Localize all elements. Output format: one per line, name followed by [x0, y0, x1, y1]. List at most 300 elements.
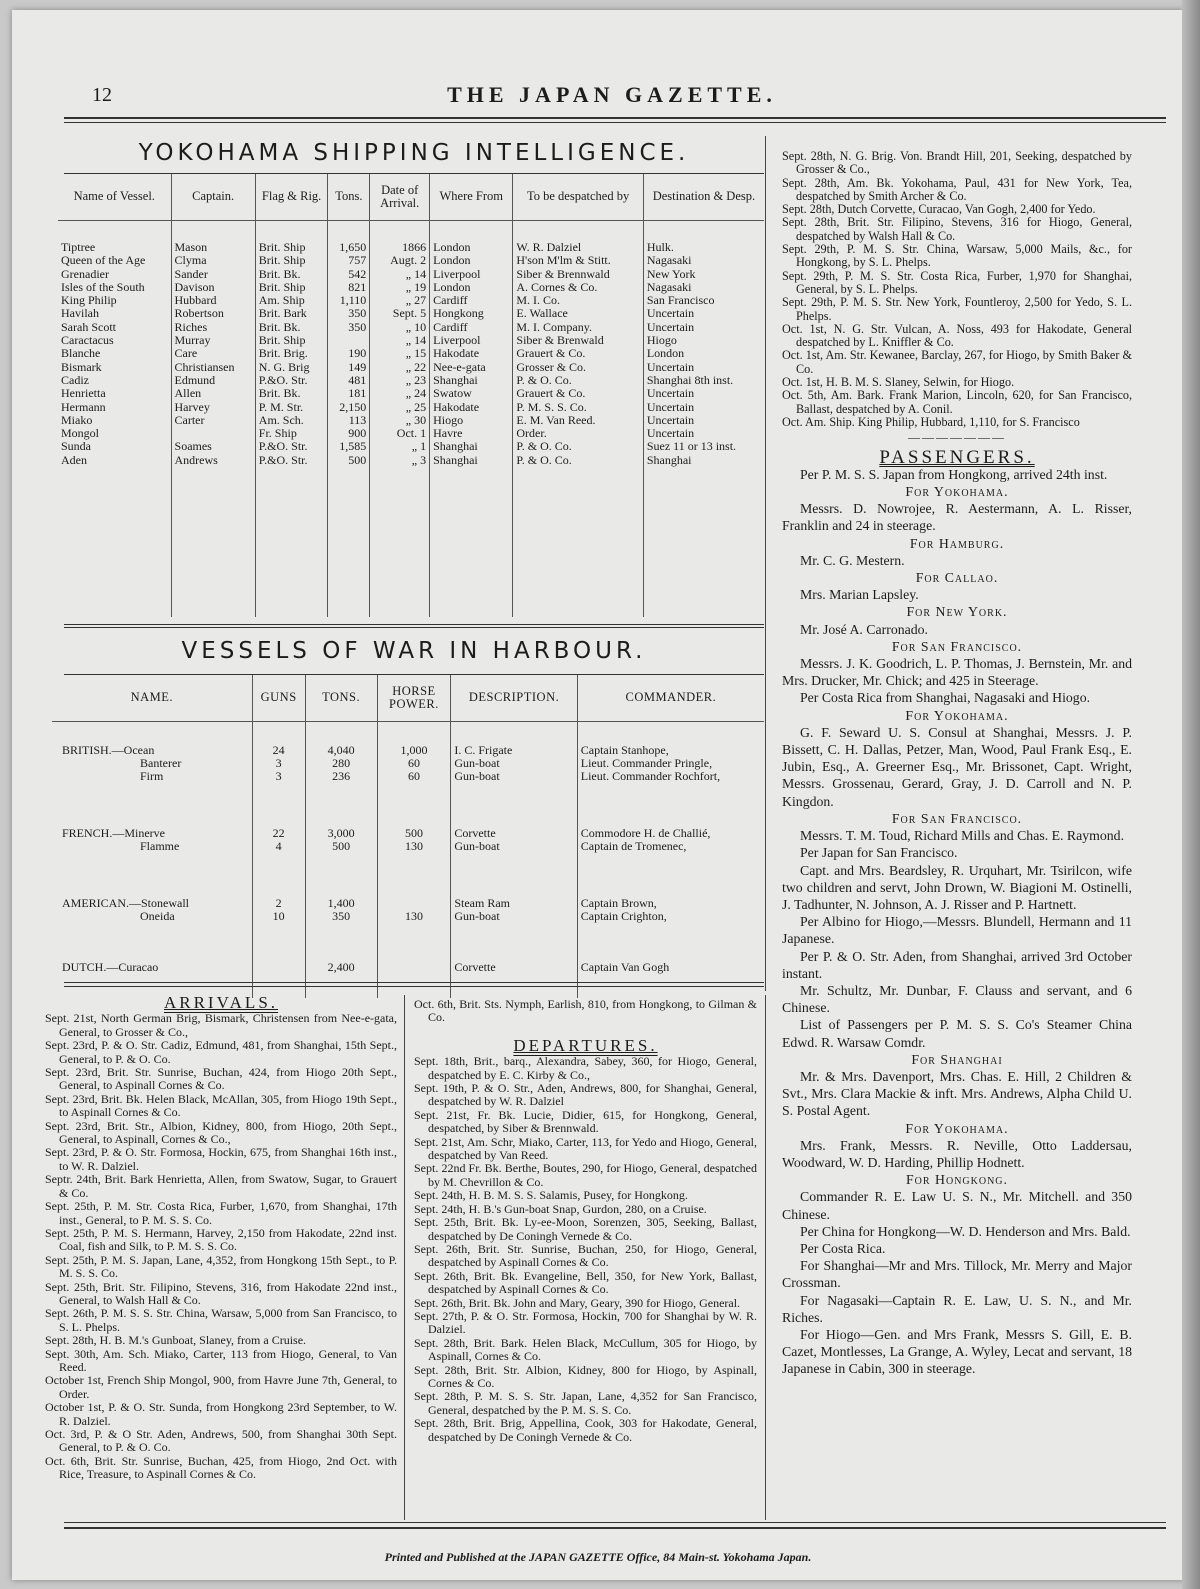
table-row — [58, 321, 764, 334]
gap-cell — [377, 722, 451, 745]
table-cell: „ 19 — [370, 281, 430, 294]
table-cell: Uncertain — [646, 386, 695, 401]
passenger-paragraph: Mr. C. G. Mestern. — [800, 552, 905, 568]
table-cell: 181 — [328, 387, 370, 400]
table-cell: 280 — [305, 757, 377, 770]
spacer-cell — [58, 221, 171, 242]
table-cell: 900 — [328, 427, 370, 440]
arrival-entry: October 1st, P. & O. Str. Sunda, from Hongkong 23rd September, to W. R. Dalziel. — [45, 1400, 397, 1428]
departure-entry: Sept. 28th, Brit. Str. Albion, Kidney, 800 for Hiogo, by Aspinall, Cornes & Co. — [414, 1362, 757, 1390]
destination-heading: For Hongkong. — [906, 1172, 1008, 1188]
table-cell: P.&O. Str. — [255, 440, 328, 453]
table-cell: Havilah — [58, 307, 171, 320]
fill-cell — [58, 467, 171, 617]
departure-entry: Sept. 25th, Brit. Bk. Ly-ee-Moon, Sorenzen, 305, Seeking, Ballast, despatched by De Coningh Vernede & Co. — [414, 1215, 757, 1243]
table-cell: London — [430, 254, 513, 267]
table-cell: AMERICAN.—Stonewall — [52, 897, 252, 910]
arrival-entry: Sept. 26th, P. M. S. S. Str. China, Warsaw, 5,000 from San Francisco, to S. L. Phelps. — [45, 1306, 397, 1334]
table-cell: H'son M'lm & Stitt. — [513, 254, 643, 267]
table-cell: 22 — [252, 827, 305, 840]
table-cell: Captain Crighton, — [580, 909, 667, 923]
passenger-paragraph: Per Japan for San Francisco. — [800, 845, 958, 861]
table-cell: Grauert & Co. — [513, 347, 643, 360]
table-cell: Isles of the South — [58, 281, 171, 294]
departure-entry: Sept. 29th, P. M. S. Str. China, Warsaw, 5,000 Mails, &c., for Hongkong, by S. L. Phelps. — [782, 242, 1132, 270]
passenger-paragraph: For Shanghai—Mr and Mrs. Tillock, Mr. Merry and Major Crossman. — [782, 1258, 1132, 1291]
table-cell: Banterer — [52, 757, 252, 770]
table-row — [58, 374, 764, 387]
table-cell: Flamme — [52, 840, 252, 853]
arrival-entry: Sept. 23rd, Brit. Bk. Helen Black, McAllan, 305, from Hiogo 19th Sept., to Aspinall Cornes & Co. — [45, 1091, 397, 1120]
shipping-table — [58, 174, 764, 617]
departure-entry: Sept. 28th, N. G. Brig. Von. Brandt Hill, 201, Seeking, despatched by Grosser & Co., — [782, 149, 1132, 177]
arrival-entry: Sept. 23rd, Brit. Str. Sunrise, Buchan, 424, from Hiogo 20th Sept., General, to Aspinall Cornes & Co. — [45, 1065, 397, 1093]
table-cell: Captain Van Gogh — [580, 960, 670, 974]
departure-entry: Sept. 19th, P. & O. Str., Aden, Andrews, 800, for Shanghai, General, despatched by W. R. Dalziel — [414, 1081, 757, 1109]
arrivals-column — [45, 993, 397, 1482]
table-cell: „ 10 — [370, 321, 430, 334]
table-cell: Sarah Scott — [58, 321, 171, 334]
table-cell: Caractacus — [58, 334, 171, 347]
table-cell: E. M. Van Reed. — [513, 414, 643, 427]
table-cell: P.&O. Str. — [255, 374, 328, 387]
table-cell — [171, 427, 255, 440]
war-table-header — [52, 675, 764, 722]
arrival-entry: Sept. 28th, H. B. M.'s Gunboat, Slaney, from a Cruise. — [45, 1333, 307, 1348]
gap-cell — [577, 853, 764, 897]
shipping-col-header: Where From — [430, 174, 513, 221]
table-cell: „ 14 — [370, 268, 430, 281]
destination-heading: For Yokohama. — [905, 1120, 1009, 1136]
gap-cell — [252, 853, 305, 897]
arrival-entry: Sept. 25th, P. M. Str. Costa Rica, Furber, 1,670, from Shanghai, 17th inst., General, to P. M. S. S. Co. — [45, 1199, 397, 1227]
page-edge-shadow — [1182, 0, 1200, 1589]
table-cell: 1,400 — [305, 897, 377, 910]
departure-entry: Sept. 26th, Brit. Str. Sunrise, Buchan, 250, for Hiogo, General, despatched by Aspinall Cornes & Co. — [414, 1241, 757, 1270]
table-cell: Cadiz — [58, 374, 171, 387]
departure-entry: Sept. 22nd Fr. Bk. Berthe, Boutes, 290, for Hiogo, General, despatched by M. Chevrillon & Co. — [414, 1161, 757, 1189]
departure-entry: Sept. 26th, Brit. Bk. Evangeline, Bell, 350, for New York, Ballast, despatched by Aspinall Cornes & Co. — [414, 1268, 757, 1297]
table-cell: Captain Brown, — [580, 896, 657, 910]
table-cell: Gun-boat — [451, 910, 577, 923]
masthead: THE JAPAN GAZETTE. — [447, 82, 777, 107]
passengers-title: PASSENGERS. — [879, 446, 1035, 468]
table-cell: Robertson — [171, 307, 255, 320]
departure-entry: Sept. 18th, Brit., barq., Alexandra, Sabey, 360, for Hiogo, General, despatched by E. C. Kirby & Co., — [414, 1054, 757, 1082]
table-cell — [328, 334, 370, 347]
shipping-table-body — [58, 221, 764, 618]
table-cell: „ 25 — [370, 401, 430, 414]
table-cell: „ 30 — [370, 414, 430, 427]
table-cell: 500 — [377, 827, 451, 840]
table-row — [58, 254, 764, 267]
table-cell: Uncertain — [646, 412, 695, 427]
table-cell: Queen of the Age — [58, 254, 171, 267]
table-cell: London — [430, 281, 513, 294]
arrival-entry: Sept. 23rd, Brit. Str., Albion, Kidney, 800, from Hiogo, 20th Sept., General, to Aspinall, Cornes & Co., — [45, 1118, 397, 1147]
arrival-entry: Oct. 6th, Brit. Str. Sunrise, Buchan, 425, from Hiogo, 2nd Oct. with Rice, Treasure, to Aspinall Cornes & Co. — [45, 1453, 397, 1482]
shipping-title: YOKOHAMA SHIPPING INTELLIGENCE. — [138, 140, 690, 166]
departure-entry: Sept. 29th, P. M. S. Str. Costa Rica, Furber, 1,970 for Shanghai, General, by S. L. Phelps. — [782, 268, 1132, 296]
war-table-bottom-rule — [64, 982, 764, 983]
table-cell: Grosser & Co. — [513, 361, 643, 374]
table-cell: Suez 11 or 13 inst. — [646, 439, 737, 454]
war-col-header: NAME. — [52, 675, 252, 722]
passenger-paragraph: Mr. José A. Carronado. — [800, 621, 928, 637]
table-cell: Lieut. Commander Pringle, — [580, 756, 713, 770]
shipping-col-header: To be despatched by — [513, 174, 643, 221]
table-cell: Commodore H. de Challié, — [580, 826, 711, 840]
passenger-paragraph: Mrs. Frank, Messrs. R. Neville, Otto Laddersau, Woodward, W. D. Harding, Phillip Hodnett. — [782, 1137, 1132, 1170]
right-column — [782, 150, 1132, 1378]
table-cell: Gun-boat — [451, 757, 577, 770]
spacer-cell — [370, 221, 430, 242]
table-cell: W. R. Dalziel — [513, 241, 643, 254]
passenger-paragraph: Per Costa Rica from Shanghai, Nagasaki and Hiogo. — [800, 690, 1091, 706]
table-cell: 350 — [328, 307, 370, 320]
table-cell: „ 1 — [370, 440, 430, 453]
fill-cell — [370, 467, 430, 617]
table-cell: I. C. Frigate — [451, 744, 577, 757]
table-cell: „ 24 — [370, 387, 430, 400]
table-row — [58, 307, 764, 320]
table-cell: Nagasaki — [646, 253, 692, 268]
table-cell: Henrietta — [58, 387, 171, 400]
spacer-cell — [171, 221, 255, 242]
table-cell: Edmund — [171, 374, 255, 387]
table-row — [58, 361, 764, 374]
table-cell: Order. — [513, 427, 643, 440]
table-cell: Lieut. Commander Rochfort, — [580, 769, 721, 783]
table-cell: San Francisco — [646, 293, 715, 308]
table-row — [58, 268, 764, 281]
table-cell: 3 — [252, 757, 305, 770]
table-cell: Brit. Ship — [255, 254, 328, 267]
gap-cell — [52, 722, 252, 745]
gap-cell — [377, 783, 451, 827]
gap-cell — [451, 923, 577, 961]
passengers-list — [782, 466, 1132, 1378]
table-cell: Brit. Bk. — [255, 387, 328, 400]
table-cell: Allen — [171, 387, 255, 400]
table-cell: Nee-e-gata — [430, 361, 513, 374]
table-cell: Grenadier — [58, 268, 171, 281]
table-cell: Davison — [171, 281, 255, 294]
table-cell: Uncertain — [646, 426, 695, 441]
table-cell: London — [646, 346, 685, 361]
arrival-entry: Oct. 3rd, P. & O Str. Aden, Andrews, 500, from Shanghai 30th Sept. General, to P. & O. Co. — [45, 1427, 397, 1455]
table-cell: Bismark — [58, 361, 171, 374]
table-cell: Augt. 2 — [370, 254, 430, 267]
table-row — [58, 347, 764, 360]
table-cell: 24 — [252, 744, 305, 757]
table-row — [58, 454, 764, 467]
table-cell: Uncertain — [646, 306, 695, 321]
war-col-header: DESCRIPTION. — [451, 675, 577, 722]
table-row — [52, 961, 764, 974]
arrivals-list — [45, 1012, 397, 1481]
table-cell: Am. Sch. — [255, 414, 328, 427]
table-cell: 4 — [252, 840, 305, 853]
table-cell: Siber & Brennwald — [513, 268, 643, 281]
table-cell: 1,110 — [328, 294, 370, 307]
table-cell: Havre — [430, 427, 513, 440]
table-cell: Shanghai — [430, 440, 513, 453]
ornament-rule: ——————— — [908, 430, 1006, 445]
gap-cell — [451, 853, 577, 897]
passenger-paragraph: Per P. & O. Str. Aden, from Shanghai, arrived 3rd October instant. — [782, 948, 1132, 981]
table-cell: Brit. Bk. — [255, 268, 328, 281]
passenger-paragraph: Mr. Schultz, Mr. Dunbar, F. Clauss and servant, and 6 Chinese. — [782, 982, 1132, 1016]
spacer-cell — [430, 221, 513, 242]
arrival-entry: Sept. 25th, Brit. Str. Filipino, Stevens, 316, from Hakodate 22nd inst., General, to Walsh Hall & Co. — [45, 1279, 397, 1307]
table-cell: M. I. Company. — [513, 321, 643, 334]
shipping-table-bottom-rule — [64, 624, 764, 625]
table-cell: Hubbard — [171, 294, 255, 307]
gap-cell — [451, 722, 577, 745]
departures-column — [414, 998, 757, 1444]
table-cell: 2,400 — [305, 961, 377, 974]
table-cell: 236 — [305, 770, 377, 783]
table-cell: Liverpool — [430, 334, 513, 347]
table-cell: Care — [171, 347, 255, 360]
departure-entry: Sept. 28th, Brit. Str. Filipino, Stevens, 316 for Hiogo, General, despatched by Walsh Hall & Co. — [782, 215, 1132, 243]
table-cell: 130 — [377, 840, 451, 853]
table-cell: 113 — [328, 414, 370, 427]
passenger-paragraph: Capt. and Mrs. Beardsley, R. Urquhart, Mr. Tsirilcon, wife two children and servt, John Drown, W. Biagioni M. Ostinelli, J. Tadhunter, N. Johnson, A. J. Risser and P. Hartnett. — [782, 862, 1132, 912]
table-cell: 500 — [305, 840, 377, 853]
departure-entry: Sept. 21st, Am. Schr, Miako, Carter, 113, for Yedo and Hiogo, General, despatched by Van Reed. — [414, 1134, 757, 1163]
table-cell: Brit. Ship — [255, 334, 328, 347]
arrival-entry: October 1st, French Ship Mongol, 900, from Havre June 7th, General, to Order. — [45, 1373, 397, 1401]
table-cell: „ 14 — [370, 334, 430, 347]
table-cell: P. & O. Co. — [513, 454, 643, 467]
table-cell: Carter — [171, 414, 255, 427]
spacer-cell — [255, 221, 328, 242]
page-header — [92, 80, 1132, 110]
departure-entry: Sept. 28th, Am. Bk. Yokohama, Paul, 431 for New York, Tea, despatched by Smith Archer & Co. — [782, 175, 1132, 203]
gap-cell — [451, 783, 577, 827]
late-arrivals-list — [414, 998, 757, 1025]
table-cell: Steam Ram — [451, 897, 577, 910]
table-cell: 542 — [328, 268, 370, 281]
arrival-entry: Oct. 6th, Brit. Sts. Nymph, Earlish, 810, from Hongkong, to Gilman & Co. — [414, 997, 757, 1025]
arrival-entry: Sept. 25th, P. M. S. Japan, Lane, 4,352, from Hongkong 15th Sept., to P. M. S. S. Co. — [45, 1252, 397, 1281]
gap-cell — [577, 722, 764, 745]
table-cell: Harvey — [171, 401, 255, 414]
destination-heading: For San Francisco. — [891, 638, 1023, 654]
destination-heading: For San Francisco. — [891, 810, 1023, 826]
fill-cell — [643, 467, 764, 617]
table-cell: Oct. 1 — [370, 427, 430, 440]
table-cell: Blanche — [58, 347, 171, 360]
war-table-bottom-rule-2 — [64, 986, 764, 987]
table-cell: 1,585 — [328, 440, 370, 453]
gap-cell — [305, 923, 377, 961]
table-cell: Oneida — [52, 910, 252, 923]
gap-cell — [377, 853, 451, 897]
header-rule — [64, 117, 1166, 119]
gap-cell — [252, 923, 305, 961]
destination-heading: For Callao. — [915, 570, 999, 586]
departure-entry: Sept. 29th, P. M. S. Str. New York, Fountleroy, 2,500 for Yedo, S. L. Phelps. — [782, 295, 1132, 323]
table-cell: Hulk. — [646, 240, 674, 254]
table-cell: Clyma — [171, 254, 255, 267]
table-row — [58, 294, 764, 307]
table-cell: Hongkong — [430, 307, 513, 320]
table-cell: Uncertain — [646, 399, 695, 414]
passenger-paragraph: Commander R. E. Law U. S. N., Mr. Mitchell. and 350 Chinese. — [782, 1189, 1132, 1222]
passenger-paragraph: Per Costa Rica. — [800, 1240, 886, 1256]
table-cell: Shanghai 8th inst. — [646, 372, 734, 387]
table-row — [52, 910, 764, 923]
shipping-col-header: Destination & Desp. — [643, 174, 764, 221]
departure-entry: Oct. 1st, N. G. Str. Vulcan, A. Noss, 493 for Hakodate, General despatched by L. Kniffler & Co. — [782, 321, 1132, 350]
war-title: VESSELS OF WAR IN HARBOUR. — [181, 638, 647, 664]
table-cell: 3,000 — [305, 827, 377, 840]
gap-cell — [252, 722, 305, 745]
table-cell: Cardiff — [430, 321, 513, 334]
passenger-paragraph: Per P. M. S. S. Japan from Hongkong, arrived 24th inst. — [800, 466, 1108, 482]
departure-entry: Sept. 27th, P. & O. Str. Formosa, Hockin, 700 for Shanghai by W. R. Dalziel. — [414, 1308, 757, 1337]
table-cell: 1866 — [370, 241, 430, 254]
table-cell: Corvette — [451, 961, 577, 974]
table-row — [52, 770, 764, 783]
table-cell: Brit. Bark — [255, 307, 328, 320]
war-col-header: HORSE POWER. — [377, 675, 451, 722]
arrival-entry: Sept. 30th, Am. Sch. Miako, Carter, 113 from Hiogo, General, to Van Reed. — [45, 1346, 397, 1374]
table-cell: Sander — [171, 268, 255, 281]
table-cell: Brit. Bk. — [255, 321, 328, 334]
table-cell: Uncertain — [646, 319, 695, 334]
table-cell: „ 15 — [370, 347, 430, 360]
table-row — [58, 414, 764, 427]
table-row — [52, 840, 764, 853]
table-cell: A. Cornes & Co. — [513, 281, 643, 294]
arrivals-title: ARRIVALS. — [163, 993, 279, 1012]
table-cell: Christiansen — [171, 361, 255, 374]
shipping-table-bottom-rule-2 — [64, 627, 764, 628]
shipping-col-header: Name of Vessel. — [58, 174, 171, 221]
table-cell: Aden — [58, 454, 171, 467]
table-cell: „ 22 — [370, 361, 430, 374]
table-cell: 1,650 — [328, 241, 370, 254]
shipping-col-header: Date of Arrival. — [370, 174, 430, 221]
table-cell: Shanghai — [430, 454, 513, 467]
table-cell: P. & O. Co. — [513, 374, 643, 387]
table-row — [58, 281, 764, 294]
table-row — [58, 334, 764, 347]
table-cell: 10 — [252, 910, 305, 923]
arrival-entry: Sept. 25th, P. M. S. Hermann, Harvey, 2,150 from Hakodate, 22nd inst. Coal, fish and Silk, to P. M. S. S. Co. — [45, 1225, 397, 1254]
fill-cell — [430, 467, 513, 617]
table-cell: Hiogo — [646, 333, 677, 348]
table-cell: 4,040 — [305, 744, 377, 757]
table-cell: 3 — [252, 770, 305, 783]
departure-entry: Sept. 26th, Brit. Bk. John and Mary, Geary, 390 for Hiogo, General. — [414, 1295, 741, 1310]
passenger-paragraph: Mr. & Mrs. Davenport, Mrs. Chas. E. Hill, 2 Children & Svt., Mrs. Clara Mackie & inft. Mrs. Andrews, Alpha Child U. S. Postal Agent. — [782, 1068, 1132, 1119]
fill-row — [58, 467, 764, 617]
table-cell: Firm — [52, 770, 252, 783]
table-cell: Sunda — [58, 440, 171, 453]
fill-cell — [255, 467, 328, 617]
table-cell: 60 — [377, 770, 451, 783]
table-cell: 350 — [305, 910, 377, 923]
passenger-paragraph: Per China for Hongkong—W. D. Henderson and Mrs. Bald. — [800, 1223, 1131, 1239]
fill-cell — [171, 467, 255, 617]
table-cell: 2,150 — [328, 401, 370, 414]
table-cell — [252, 961, 305, 974]
table-cell: Sept. 5 — [370, 307, 430, 320]
passenger-paragraph: G. F. Seward U. S. Consul at Shanghai, Messrs. J. P. Bissett, C. H. Dallas, Petzer, Man, Wood, Paul Frank Esq., E. Jubin, Esq., A. Greerner Esq., Mr. Brissonet, Capt. Wright, Messrs. Grossenau, Gerard, Gray, J. D. Carroll and N. P. Kingdon. — [782, 724, 1132, 809]
table-cell: Captain de Tromenec, — [580, 839, 687, 853]
table-cell: Gun-boat — [451, 770, 577, 783]
war-col-header: COMMANDER. — [577, 675, 764, 722]
table-cell: Am. Ship — [255, 294, 328, 307]
table-cell: London — [430, 241, 513, 254]
table-cell: 190 — [328, 347, 370, 360]
footer-rule-thick — [64, 1527, 1166, 1529]
table-cell: FRENCH.—Minerve — [52, 827, 252, 840]
newspaper-page — [12, 10, 1184, 1580]
table-cell: Cardiff — [430, 294, 513, 307]
table-cell: 757 — [328, 254, 370, 267]
table-cell: M. I. Co. — [513, 294, 643, 307]
table-cell: E. Wallace — [513, 307, 643, 320]
table-cell: Miako — [58, 414, 171, 427]
table-cell: Shanghai — [430, 374, 513, 387]
table-cell: 350 — [328, 321, 370, 334]
spacer-cell — [328, 221, 370, 242]
table-cell: 130 — [377, 910, 451, 923]
war-table — [52, 675, 764, 998]
gap-cell — [305, 783, 377, 827]
gap-cell — [305, 722, 377, 745]
shipping-col-header: Flag & Rig. — [255, 174, 328, 221]
column-divider-right — [765, 136, 766, 991]
table-cell — [377, 961, 451, 974]
table-row — [58, 401, 764, 414]
table-cell: Shanghai — [646, 452, 692, 467]
war-col-header: GUNS — [252, 675, 305, 722]
table-cell: Gun-boat — [451, 840, 577, 853]
table-cell: Swatow — [430, 387, 513, 400]
war-col-header: TONS. — [305, 675, 377, 722]
table-cell: P. M. Str. — [255, 401, 328, 414]
table-cell: Hiogo — [430, 414, 513, 427]
shipping-col-header: Tons. — [328, 174, 370, 221]
table-cell: Mason — [171, 241, 255, 254]
table-cell: Siber & Brenwald — [513, 334, 643, 347]
shipping-col-header: Captain. — [171, 174, 255, 221]
destination-heading: For Yokohama. — [905, 707, 1009, 723]
table-cell: 2 — [252, 897, 305, 910]
table-cell: New York — [646, 266, 696, 281]
arrival-entry: Septr. 24th, Brit. Bark Henrietta, Allen, from Swatow, Sugar, to Grauert & Co. — [45, 1172, 397, 1200]
gap-row — [52, 783, 764, 827]
table-cell: Captain Stanhope, — [580, 743, 669, 757]
table-cell: Hakodate — [430, 401, 513, 414]
table-cell: Tiptree — [58, 241, 171, 254]
table-cell: Grauert & Co. — [513, 387, 643, 400]
departures-list — [414, 1055, 757, 1444]
table-cell: 821 — [328, 281, 370, 294]
table-cell: 1,000 — [377, 744, 451, 757]
table-cell: „ 23 — [370, 374, 430, 387]
gap-cell — [52, 853, 252, 897]
war-table-body — [52, 722, 764, 999]
passenger-paragraph: Messrs. T. M. Toud, Richard Mills and Chas. E. Raymond. — [800, 828, 1125, 844]
